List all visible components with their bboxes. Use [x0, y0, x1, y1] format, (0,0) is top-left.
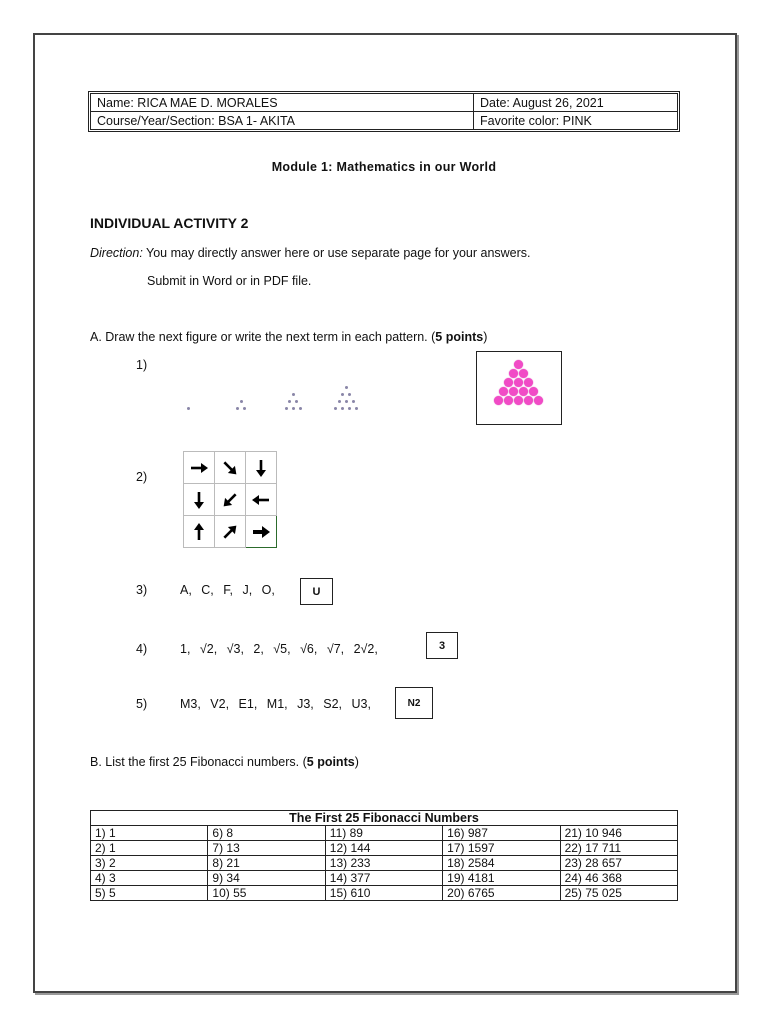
answer-dot	[509, 369, 518, 378]
module-title: Module 1: Mathematics in our World	[271, 160, 497, 174]
arrow-cell	[215, 452, 246, 484]
fibonacci-cell: 17) 1597	[443, 841, 560, 856]
pattern-dot	[355, 407, 358, 410]
arrow-down-left-icon	[219, 489, 241, 511]
item-4-number: 4)	[136, 642, 148, 656]
answer-dot	[509, 387, 518, 396]
answer-dot	[494, 396, 503, 405]
arrow-cell	[246, 516, 277, 548]
arrow-up-icon	[188, 521, 210, 543]
fibonacci-cell: 6) 8	[208, 826, 325, 841]
fibonacci-cell: 20) 6765	[443, 886, 560, 901]
fibonacci-cell: 25) 75 025	[560, 886, 677, 901]
part-b-close: )	[354, 755, 359, 769]
part-a-prompt-text: A. Draw the next figure or write the next term in each pattern. (	[90, 330, 436, 344]
arrow-cell	[246, 452, 277, 484]
pattern-dot	[341, 393, 344, 396]
arrow-cell	[184, 484, 215, 516]
pattern-dot	[292, 393, 295, 396]
pattern-dot	[345, 400, 348, 403]
fibonacci-cell: 24) 46 368	[560, 871, 677, 886]
fibonacci-cell: 7) 13	[208, 841, 325, 856]
pattern-dot	[348, 407, 351, 410]
fibonacci-row	[91, 856, 678, 871]
submit-instruction: Submit in Word or in PDF file.	[147, 274, 312, 288]
item-5-number: 5)	[136, 697, 148, 711]
item-4-sequence: 1, √2, √3, 2, √5, √6, √7, 2√2,	[180, 642, 378, 656]
pattern-dot	[338, 400, 341, 403]
arrow-down-icon	[250, 457, 272, 479]
answer-dot	[529, 387, 538, 396]
arrow-right-icon	[250, 521, 272, 543]
fibonacci-cell: 13) 233	[325, 856, 442, 871]
arrow-left-icon	[250, 489, 272, 511]
answer-dot	[519, 387, 528, 396]
fibonacci-cell: 16) 987	[443, 826, 560, 841]
fibonacci-cell: 22) 17 711	[560, 841, 677, 856]
direction-text	[90, 246, 531, 260]
course-cell: Course/Year/Section: BSA 1- AKITA	[91, 112, 474, 130]
answer-dot	[499, 387, 508, 396]
pattern-dot	[345, 386, 348, 389]
direction-label: Direction:	[90, 246, 143, 260]
pattern-dot	[187, 407, 190, 410]
activity-title: INDIVIDUAL ACTIVITY 2	[90, 215, 249, 231]
part-a-points: 5 points	[435, 330, 484, 344]
pattern-dot	[288, 400, 291, 403]
fibonacci-row	[91, 841, 678, 856]
pattern-dot	[236, 407, 239, 410]
pattern-dot	[348, 393, 351, 396]
fibonacci-cell: 8) 21	[208, 856, 325, 871]
fibonacci-row	[91, 826, 678, 841]
item-4-answer: 3	[426, 632, 458, 659]
part-b-prompt-text: B. List the first 25 Fibonacci numbers. (	[90, 755, 307, 769]
fibonacci-table	[90, 810, 678, 901]
item-1-answer-box	[476, 351, 562, 425]
fibonacci-cell: 9) 34	[208, 871, 325, 886]
part-b-prompt	[90, 755, 359, 769]
name-cell: Name: RICA MAE D. MORALES	[91, 94, 474, 112]
part-a-prompt	[90, 330, 487, 344]
pattern-dot	[240, 400, 243, 403]
arrow-cell	[215, 516, 246, 548]
arrow-cell	[246, 484, 277, 516]
fibonacci-row	[91, 871, 678, 886]
pattern-dot	[341, 407, 344, 410]
pattern-dot	[295, 400, 298, 403]
item-3-number: 3)	[136, 583, 148, 597]
item-1-number: 1)	[136, 358, 148, 372]
item-3-answer: U	[300, 578, 333, 605]
arrow-cell	[215, 484, 246, 516]
answer-dot	[534, 396, 543, 405]
arrow-cell	[184, 452, 215, 484]
pattern-dot	[352, 400, 355, 403]
answer-dot	[504, 396, 513, 405]
fibonacci-cell: 18) 2584	[443, 856, 560, 871]
pattern-dot	[299, 407, 302, 410]
arrow-down-icon	[188, 489, 210, 511]
answer-dot	[504, 378, 513, 387]
fibonacci-cell: 2) 1	[91, 841, 208, 856]
pattern-dot	[285, 407, 288, 410]
answer-dot	[514, 360, 523, 369]
fibonacci-cell: 21) 10 946	[560, 826, 677, 841]
fibonacci-cell: 10) 55	[208, 886, 325, 901]
fibonacci-cell: 3) 2	[91, 856, 208, 871]
fibonacci-cell: 14) 377	[325, 871, 442, 886]
direction-body: You may directly answer here or use separate page for your answers.	[142, 246, 531, 260]
answer-dot	[519, 369, 528, 378]
arrow-right-icon	[188, 457, 210, 479]
part-a-close: )	[483, 330, 488, 344]
date-cell: Date: August 26, 2021	[474, 94, 678, 112]
fibonacci-cell: 19) 4181	[443, 871, 560, 886]
part-b-points: 5 points	[306, 755, 355, 769]
fibonacci-cell: 12) 144	[325, 841, 442, 856]
fibonacci-cell: 4) 3	[91, 871, 208, 886]
color-cell: Favorite color: PINK	[474, 112, 678, 130]
answer-dot	[514, 378, 523, 387]
fibonacci-cell: 5) 5	[91, 886, 208, 901]
arrow-up-right-icon	[219, 521, 241, 543]
item-3-sequence: A, C, F, J, O,	[180, 583, 275, 597]
arrow-cell	[184, 516, 215, 548]
answer-dot	[524, 396, 533, 405]
pattern-dot	[243, 407, 246, 410]
answer-dot	[524, 378, 533, 387]
fibonacci-cell: 15) 610	[325, 886, 442, 901]
pattern-dot	[334, 407, 337, 410]
student-info-table	[90, 93, 678, 130]
fibonacci-cell: 1) 1	[91, 826, 208, 841]
arrow-grid	[183, 451, 277, 548]
fibonacci-cell: 11) 89	[325, 826, 442, 841]
fibonacci-cell: 23) 28 657	[560, 856, 677, 871]
item-2-number: 2)	[136, 470, 148, 484]
fibonacci-row	[91, 886, 678, 901]
arrow-down-right-icon	[219, 457, 241, 479]
answer-dot	[514, 396, 523, 405]
item-5-answer: N2	[395, 687, 433, 719]
item-5-sequence: M3, V2, E1, M1, J3, S2, U3,	[180, 697, 371, 711]
fibonacci-table-title: The First 25 Fibonacci Numbers	[91, 811, 678, 826]
pattern-dot	[292, 407, 295, 410]
